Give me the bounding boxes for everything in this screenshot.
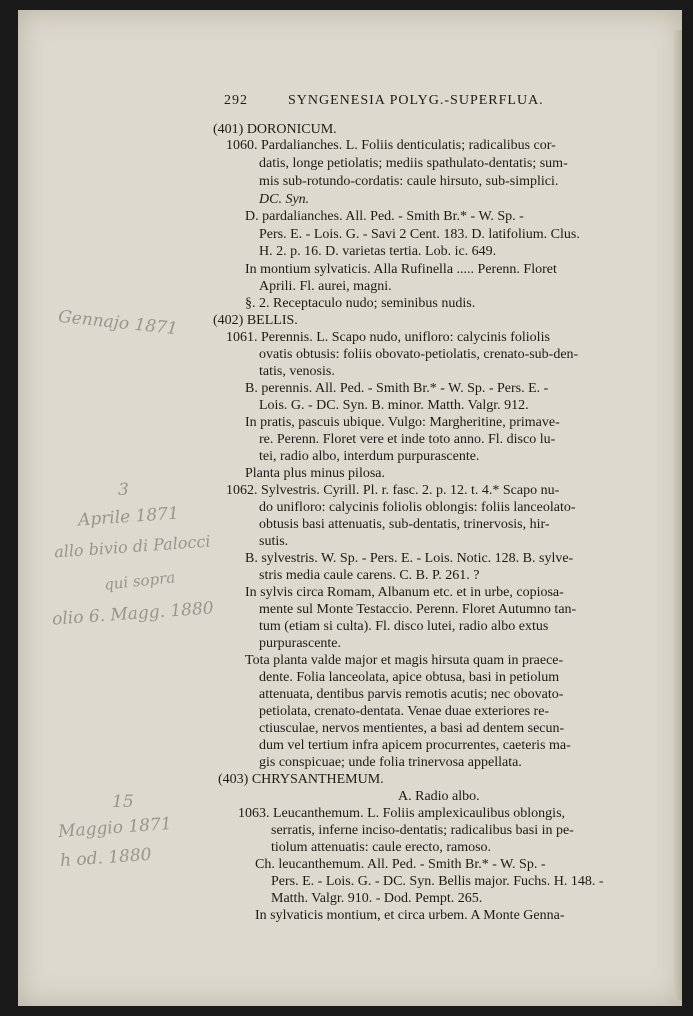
text-line: Planta plus minus pilosa.	[245, 466, 385, 481]
text-line: serratis, inferne inciso-dentatis; radicalibus basi in pe-	[271, 823, 574, 838]
text-line: re. Perenn. Floret vere et inde toto anno. Fl. disco lu-	[259, 432, 556, 447]
genus-heading: (403) CHRYSANTHEMUM.	[218, 772, 384, 787]
page-edge	[674, 30, 682, 1000]
running-head: SYNGENESIA POLYG.-SUPERFLUA.	[288, 93, 544, 108]
text-line: dum vel tertium infra apicem procurrentes, caeteris ma-	[259, 738, 571, 753]
text-line: B. perennis. All. Ped. - Smith Br.* - W. Sp. - Pers. E. -	[245, 381, 549, 396]
text-line: gis conspicuae; unde folia trinervosa appellata.	[259, 755, 522, 770]
text-line: Ch. leucanthemum. All. Ped. - Smith Br.* - W. Sp. -	[255, 857, 546, 872]
text-line: Aprili. Fl. aurei, magni.	[259, 279, 392, 294]
page-blank-area	[18, 915, 682, 1005]
text-line: tum (etiam si culta). Fl. disco lutei, radio albo extus	[259, 619, 549, 634]
text-line: 1063. Leucanthemum. L. Foliis amplexicaulibus oblongis,	[238, 806, 566, 821]
pencil-annotation: qui sopra	[103, 568, 177, 594]
pencil-annotation: olio 6. Magg. 1880	[51, 598, 215, 630]
text-line: stris media caule carens. C. B. P. 261. ?	[259, 568, 480, 583]
text-line: ovatis obtusis: foliis obovato-petiolatis, crenato-sub-den-	[259, 347, 579, 362]
text-line: Tota planta valde major et magis hirsuta quam in praece-	[245, 653, 564, 668]
text-line: dente. Folia lanceolata, apice obtusa, basi in petiolum	[259, 670, 560, 685]
book-page	[18, 10, 682, 1006]
text-line: 1061. Perennis. L. Scapo nudo, unifloro: calycinis foliolis	[226, 330, 550, 345]
text-line: do unifloro: calycinis foliolis oblongis: foliis lanceolato-	[259, 500, 576, 515]
text-line: Pers. E. - Lois. G. - Savi 2 Cent. 183. D. latifolium. Clus.	[259, 227, 580, 242]
pencil-annotation: h od. 1880	[59, 844, 153, 872]
text-line: purpurascente.	[259, 636, 342, 651]
text-line: DC. Syn.	[259, 192, 310, 207]
text-line: H. 2. p. 16. D. varietas tertia. Lob. ic. 649.	[259, 244, 497, 259]
text-line: In sylvaticis montium, et circa urbem. A Monte Genna-	[255, 908, 565, 923]
text-line: mente sul Monte Testaccio. Perenn. Floret Autumno tan-	[259, 602, 577, 617]
text-line: attenuata, dentibus parvis remotis acutis; nec obovato-	[259, 687, 564, 702]
text-line: In sylvis circa Romam, Albanum etc. et in urbe, copiosa-	[245, 585, 564, 600]
page-number: 292	[224, 93, 248, 108]
text-line: sutis.	[259, 534, 289, 549]
text-line: ctiusculae, nervos mentientes, a basi ad dentem secun-	[259, 721, 565, 736]
text-line: tei, radio albo, interdum purpurascente.	[259, 449, 480, 464]
text-line: mis sub-rotundo-cordatis: caule hirsuto, sub-simplici.	[259, 174, 559, 189]
text-line: In pratis, pascuis ubique. Vulgo: Margheritine, primave-	[245, 415, 560, 430]
pencil-annotation: Gennajo 1871	[57, 306, 179, 340]
pencil-annotation: 15	[112, 792, 134, 812]
text-line: Pers. E. - Lois. G. - DC. Syn. Bellis major. Fuchs. H. 148. -	[271, 874, 604, 889]
genus-heading: (401) DORONICUM.	[213, 122, 337, 137]
pencil-annotation: Aprile 1871	[77, 503, 180, 531]
text-line: tatis, venosis.	[259, 364, 335, 379]
genus-heading: (402) BELLIS.	[213, 313, 298, 328]
pencil-annotation: 3	[118, 480, 129, 500]
text-line: 1062. Sylvestris. Cyrill. Pl. r. fasc. 2. p. 12. t. 4.* Scapo nu-	[226, 483, 560, 498]
text-line: petiolata, crenato-dentata. Venae duae exteriores re-	[259, 704, 550, 719]
text-line: D. pardalianches. All. Ped. - Smith Br.* - W. Sp. -	[245, 209, 524, 224]
subsection-heading: A. Radio albo.	[398, 789, 480, 804]
text-line: Lois. G. - DC. Syn. B. minor. Matth. Valgr. 912.	[259, 398, 529, 413]
text-line: datis, longe petiolatis; mediis spathulato-dentatis; sum-	[259, 156, 568, 171]
text-line: B. sylvestris. W. Sp. - Pers. E. - Lois. Notic. 128. B. sylve-	[245, 551, 574, 566]
text-line: 1060. Pardalianches. L. Foliis denticulatis; radicalibus cor-	[226, 138, 556, 153]
pencil-annotation: allo bivio di Palocci	[53, 531, 212, 562]
text-line: tiolum attenuatis: caule erecto, ramoso.	[271, 840, 492, 855]
text-line: Matth. Valgr. 910. - Dod. Pempt. 265.	[271, 891, 483, 906]
section-heading: §. 2. Receptaculo nudo; seminibus nudis.	[245, 296, 476, 311]
pencil-annotation: Maggio 1871	[57, 814, 173, 842]
text-line: In montium sylvaticis. Alla Rufinella ..... Perenn. Floret	[245, 262, 557, 277]
text-line: obtusis basi attenuatis, sub-dentatis, trinervosis, hir-	[259, 517, 550, 532]
